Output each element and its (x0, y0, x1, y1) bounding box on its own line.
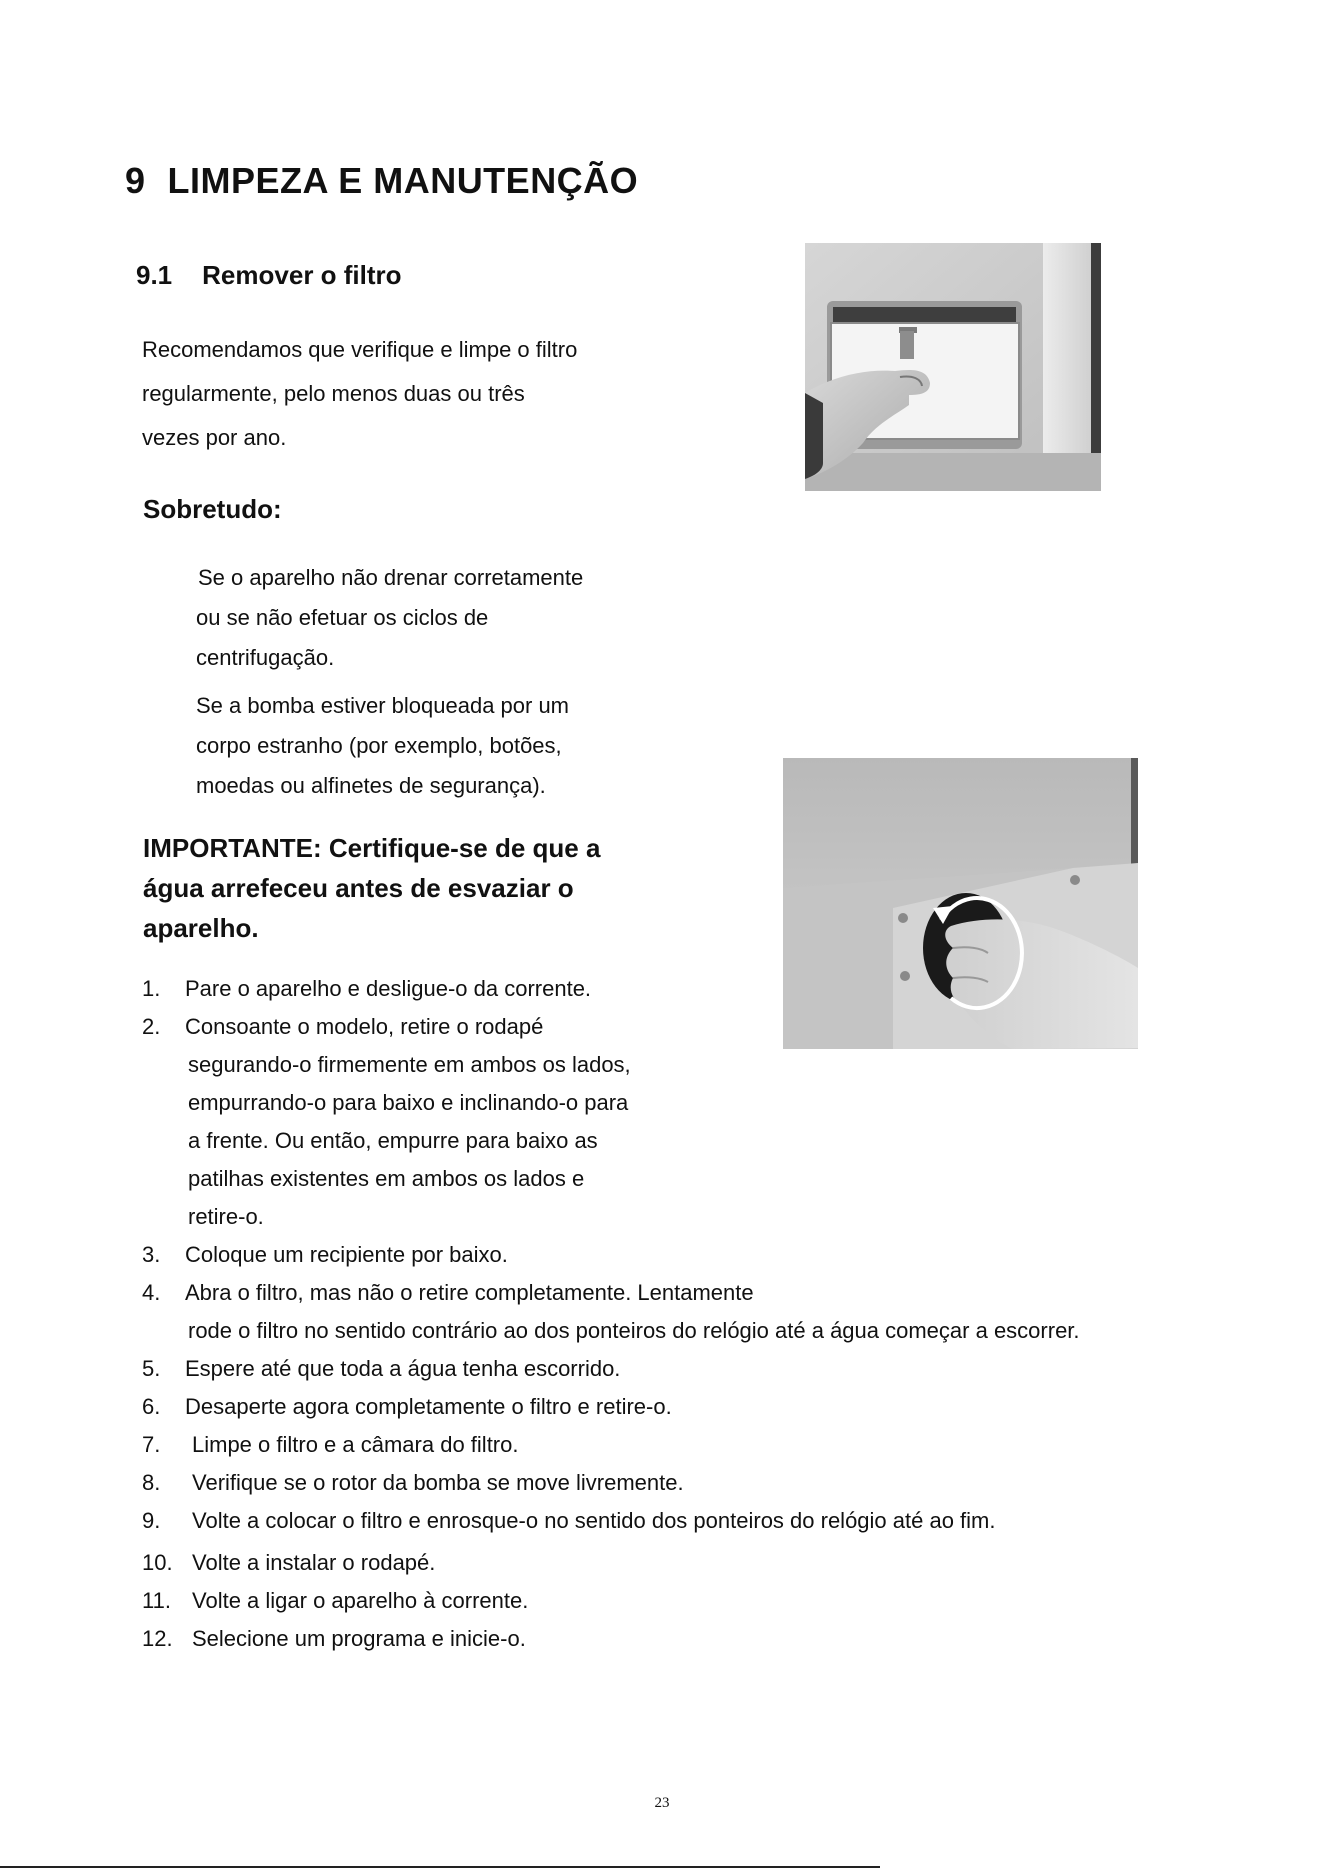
step-text-continued: segurando-o firmemente em ambos os lados, (188, 1052, 631, 1077)
step-text-continued: patilhas existentes em ambos os lados e (188, 1166, 585, 1191)
step-text: Limpe o filtro e a câmara do filtro. (192, 1432, 519, 1457)
step-number: 7. (142, 1432, 161, 1457)
sobretudo-label: Sobretudo: (143, 494, 282, 524)
step-text: Abra o filtro, mas não o retire completamente. Lentamente (185, 1280, 754, 1305)
intro-line: Recomendamos que verifique e limpe o filtro (142, 337, 578, 362)
step-number: 11. (142, 1588, 171, 1613)
intro-line: regularmente, pelo menos duas ou três (142, 381, 525, 406)
step-number: 5. (142, 1356, 161, 1381)
step-number: 12. (142, 1626, 173, 1651)
step-text-continued: empurrando-o para baixo e inclinando-o para (188, 1090, 629, 1115)
case-line: Se a bomba estiver bloqueada por um (196, 693, 570, 718)
step-text-continued: a frente. Ou então, empurre para baixo as (188, 1128, 598, 1153)
case-line: corpo estranho (por exemplo, botões, (196, 733, 562, 758)
filter-flap-photo (805, 243, 1101, 491)
step-number: 2. (142, 1014, 161, 1039)
step-text: Volte a colocar o filtro e enrosque-o no sentido dos ponteiros do relógio até ao fim. (192, 1508, 996, 1533)
step-text: Volte a instalar o rodapé. (192, 1550, 436, 1575)
case-line: Se o aparelho não drenar corretamente (198, 565, 584, 590)
step-number: 4. (142, 1280, 161, 1305)
warning-line: aparelho. (143, 913, 259, 943)
section-number: 9.1 (136, 260, 173, 290)
step-number: 1. (142, 976, 161, 1001)
step-text: Espere até que toda a água tenha escorrido. (185, 1356, 621, 1381)
step-number: 9. (142, 1508, 161, 1533)
chapter-title: LIMPEZA E MANUTENÇÃO (167, 160, 639, 201)
page-number: 23 (654, 1795, 670, 1811)
step-text-continued: rode o filtro no sentido contrário ao dos ponteiros do relógio até a água começar a escorrer. (188, 1318, 1080, 1343)
step-number: 8. (142, 1470, 161, 1495)
case-line: centrifugação. (196, 645, 335, 670)
step-text: Desaperte agora completamente o filtro e retire-o. (185, 1394, 672, 1419)
section-title: Remover o filtro (202, 260, 402, 290)
step-text-continued: retire-o. (188, 1204, 264, 1229)
filter-turning-photo (783, 758, 1138, 1049)
chapter-number: 9 (125, 160, 146, 201)
step-number: 10. (142, 1550, 173, 1575)
step-text: Selecione um programa e inicie-o. (192, 1626, 526, 1651)
step-number: 6. (142, 1394, 161, 1419)
step-text: Verifique se o rotor da bomba se move livremente. (192, 1470, 684, 1495)
step-text: Coloque um recipiente por baixo. (185, 1242, 508, 1267)
step-text: Consoante o modelo, retire o rodapé (185, 1014, 544, 1039)
step-text: Pare o aparelho e desligue-o da corrente. (185, 976, 592, 1001)
warning-line: IMPORTANTE: Certifique-se de que a (143, 833, 601, 863)
warning-line: água arrefeceu antes de esvaziar o (143, 873, 574, 903)
intro-line: vezes por ano. (142, 425, 287, 450)
step-text: Volte a ligar o aparelho à corrente. (192, 1588, 529, 1613)
case-line: moedas ou alfinetes de segurança). (196, 773, 546, 798)
step-number: 3. (142, 1242, 161, 1267)
case-line: ou se não efetuar os ciclos de (196, 605, 489, 630)
bottom-divider (0, 1866, 880, 1868)
